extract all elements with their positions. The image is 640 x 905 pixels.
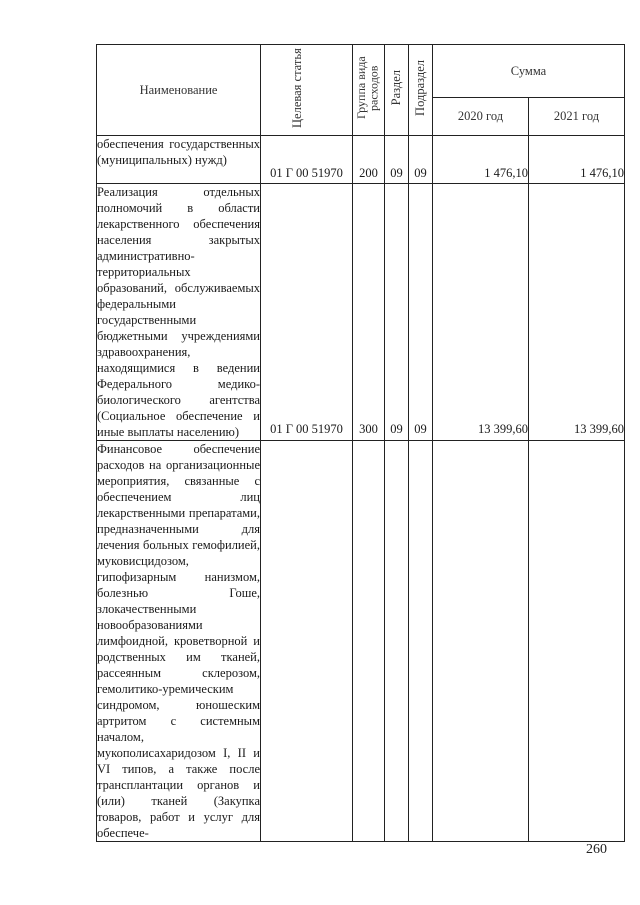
row-name: Реализация отдельных полномочий в области лекарственного обеспечения населения закрытых административно-территориальных образований, обслуживаемых федеральными государственными бюджетными учреждениями здравоохранения, находящимися в ведении Федерального медико-биологического агентства (Социальное обеспечение и иные выплаты населению) (97, 185, 260, 439)
header-section: Раздел (385, 45, 409, 136)
row-sum-2021 (529, 441, 625, 842)
header-name: Наименование (97, 45, 261, 136)
row-group: 300 (353, 184, 385, 441)
row-subsection: 09 (409, 184, 433, 441)
row-subsection (409, 441, 433, 842)
header-subsection: Подраздел (409, 45, 433, 136)
row-sum-2020: 1 476,10 (433, 136, 529, 184)
header-year-2021: 2021 год (529, 98, 625, 136)
page-number: 260 (586, 842, 607, 857)
row-sum-2021: 1 476,10 (529, 136, 625, 184)
row-section: 09 (385, 184, 409, 441)
table-row (97, 184, 625, 441)
header-year-2020: 2020 год (433, 98, 529, 136)
table-row (97, 441, 625, 842)
row-target-code: 01 Г 00 51970 (261, 136, 353, 184)
row-section: 09 (385, 136, 409, 184)
table-row (97, 136, 625, 184)
row-name: Финансовое обеспечение расходов на организационные мероприятия, связанные с обеспечением лиц лекарственными препаратами, предназначенными для лечения больных гемофилией, муковисцидозом, гипофизарным нанизмом, болезнью Гоше, злокачественными новообразованиями лимфоидной, кроветворной и родственных им тканей, рассеянным склерозом, гемолитико-уремическим синдромом, юношеским артритом с системным началом, мукополисахаридозом I, II и VI типов, а также после трансплантации органов и (или) тканей (Закупка товаров, работ и услуг для обеспече- (97, 442, 260, 840)
row-sum-2020: 13 399,60 (433, 184, 529, 441)
row-sum-2020 (433, 441, 529, 842)
header-sum: Сумма (433, 45, 625, 98)
row-group: 200 (353, 136, 385, 184)
budget-table (96, 44, 625, 842)
row-target-code (261, 441, 353, 842)
row-name: обеспечения государственных (муниципальных) нужд) (97, 136, 261, 184)
row-sum-2021: 13 399,60 (529, 184, 625, 441)
row-group (353, 441, 385, 842)
row-subsection: 09 (409, 136, 433, 184)
row-target-code: 01 Г 00 51970 (261, 184, 353, 441)
header-target-article: Целевая статья (261, 45, 353, 136)
header-row-top (97, 45, 625, 98)
row-section (385, 441, 409, 842)
header-expense-group: Группа вида расходов (353, 45, 385, 136)
